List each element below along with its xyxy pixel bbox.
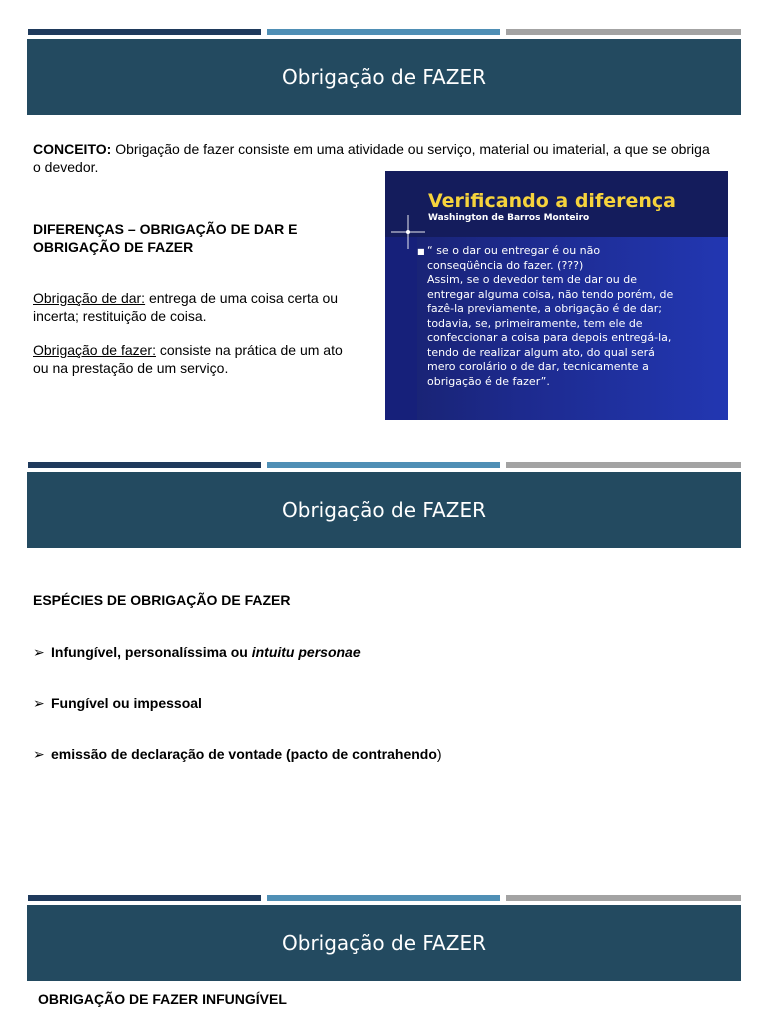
conceito-label: CONCEITO: [33, 141, 112, 157]
obrigacao-fazer-paragraph [33, 341, 373, 377]
list-item-text: Infungível, personalíssima ou [51, 644, 252, 660]
diferencas-heading-line1: DIFERENÇAS – OBRIGAÇÃO DE DAR E [33, 221, 298, 237]
header-stripes [28, 462, 741, 468]
image-line: “ se o dar ou entregar é ou não [427, 244, 601, 257]
stripe-blue [267, 29, 500, 35]
image-line: mero corolário o de dar, tecnicamente a [427, 360, 649, 373]
list-item [33, 745, 442, 763]
diferencas-heading [33, 220, 373, 256]
obrigacao-fazer-label: Obrigação de fazer: [33, 342, 156, 358]
list-item-tail: ) [436, 746, 442, 762]
list-item-text: emissão de declaração de vontade (pacto de contrahendo [51, 746, 437, 762]
image-side-panel [385, 237, 417, 420]
stripe-gray [506, 29, 741, 35]
slide-image-verificando [385, 171, 728, 420]
especies-heading: ESPÉCIES DE OBRIGAÇÃO DE FAZER [33, 592, 291, 608]
obrigacao-fazer-text: consiste na prática de um ato [155, 342, 343, 358]
stripe-blue [267, 462, 500, 468]
obrigacao-dar-label: Obrigação de dar: [33, 290, 146, 306]
list-item [33, 643, 361, 661]
obrigacao-fazer-text-line2: ou na prestação de um serviço. [33, 360, 229, 376]
image-line: fazê-la previamente, a obrigação é de dar; [427, 302, 663, 315]
image-line: entregar alguma coisa, não tendo porém, de [427, 287, 674, 301]
image-line: obrigação é de fazer”. [427, 374, 550, 388]
image-quote [417, 244, 719, 389]
arrow-bullet-icon: ➢ [33, 746, 45, 762]
infungivel-heading: OBRIGAÇÃO DE FAZER INFUNGÍVEL [38, 991, 287, 1007]
image-line: confeccionar a coisa para depois entregá-la, [427, 331, 672, 344]
obrigacao-dar-paragraph [33, 289, 373, 325]
image-line: tendo de realizar algum ato, do qual será [427, 345, 655, 359]
sparkle-icon [391, 215, 425, 249]
image-line: Assim, se o devedor tem de dar ou de [427, 273, 637, 286]
list-item-italic: intuitu personae [251, 644, 361, 660]
slide-title: Obrigação de FAZER [27, 905, 741, 981]
stripe-gray [506, 895, 741, 901]
obrigacao-dar-text: entrega de uma coisa certa ou [145, 290, 339, 306]
square-bullet-icon: ■ [417, 247, 425, 256]
arrow-bullet-icon: ➢ [33, 695, 45, 711]
slide-title: Obrigação de FAZER [27, 39, 741, 115]
obrigacao-dar-text-line2: incerta; restituição de coisa. [33, 308, 207, 324]
list-item [33, 694, 202, 712]
image-subtitle: Washington de Barros Monteiro [428, 213, 590, 223]
header-stripes [28, 895, 741, 901]
header-stripes [28, 29, 741, 35]
diferencas-heading-line2: OBRIGAÇÃO DE FAZER [33, 239, 194, 255]
image-title: Verificando a diferença [428, 190, 676, 212]
stripe-dark [28, 29, 261, 35]
list-item-text: Fungível ou impessoal [51, 695, 202, 711]
image-line: todavia, se, primeiramente, tem ele de [427, 316, 643, 330]
stripe-gray [506, 462, 741, 468]
stripe-dark [28, 895, 261, 901]
slide-title: Obrigação de FAZER [27, 472, 741, 548]
stripe-blue [267, 895, 500, 901]
arrow-bullet-icon: ➢ [33, 644, 45, 660]
stripe-dark [28, 462, 261, 468]
conceito-text-line2: o devedor. [33, 159, 99, 175]
conceito-text: Obrigação de fazer consiste em uma atividade ou serviço, material ou imaterial, a que se obriga [111, 141, 710, 157]
image-line: conseqüência do fazer. (???) [427, 258, 584, 272]
